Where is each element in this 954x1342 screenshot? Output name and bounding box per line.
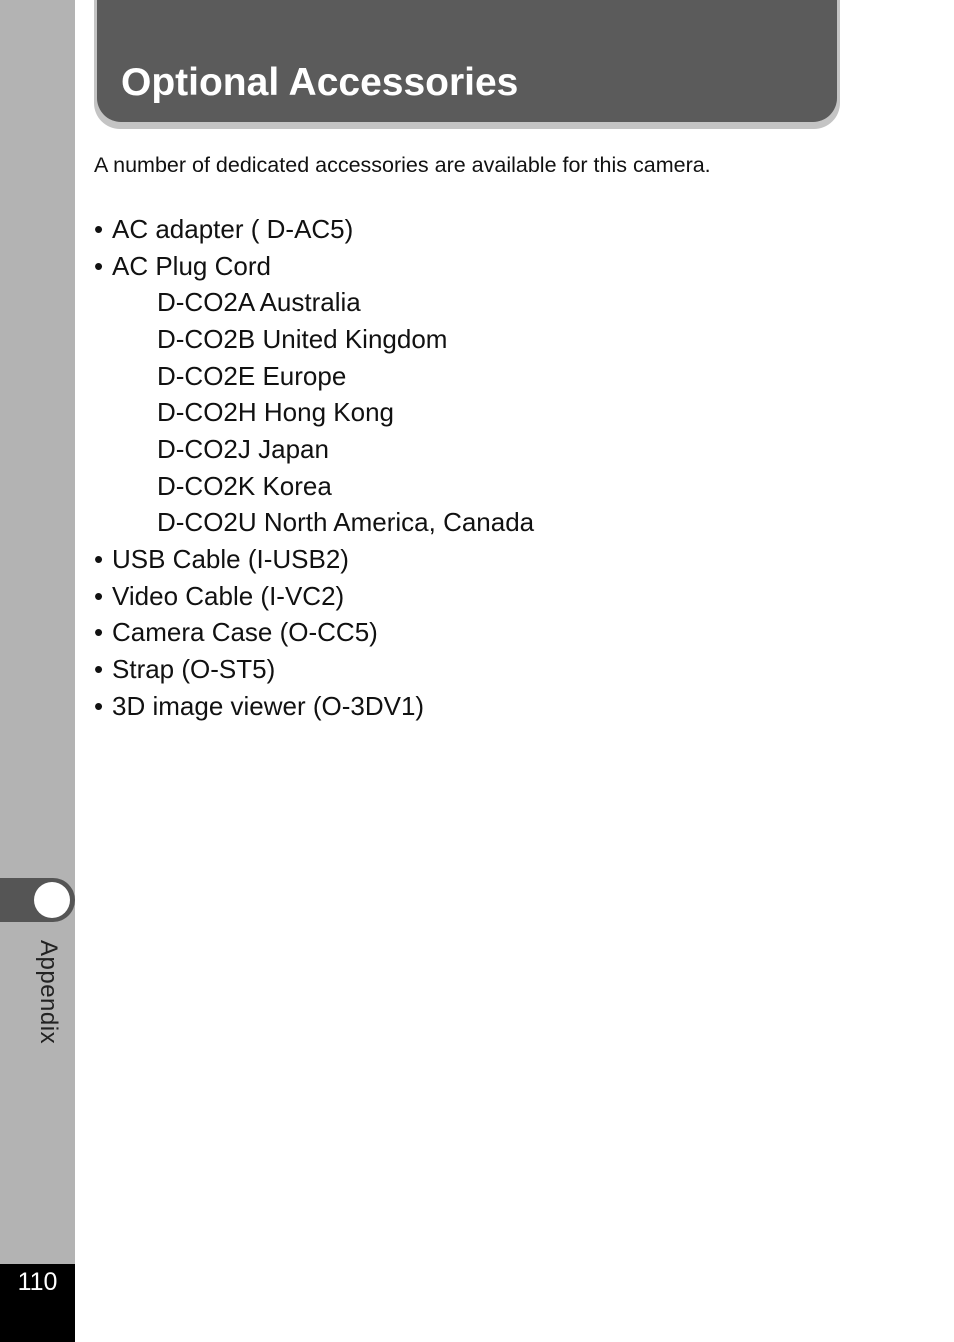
page-number: 110 <box>17 1268 58 1296</box>
list-item-label: D-CO2B United Kingdom <box>157 323 448 354</box>
list-subitem <box>94 358 534 395</box>
section-tab-circle-icon <box>34 882 70 918</box>
list-item <box>94 651 534 688</box>
list-subitem <box>94 284 534 321</box>
list-subitem <box>94 394 534 431</box>
list-item <box>94 614 534 651</box>
list-subitem <box>94 504 534 541</box>
page-title: Optional Accessories <box>121 61 519 104</box>
bullet: • <box>94 617 104 648</box>
list-item-label: D-CO2A Australia <box>157 287 361 318</box>
intro-text: A number of dedicated accessories are available for this camera. <box>94 153 711 177</box>
list-item <box>94 541 534 578</box>
list-item-label: D-CO2K Korea <box>157 470 332 501</box>
list-item-label: D-CO2J Japan <box>157 433 329 464</box>
list-subitem <box>94 321 534 358</box>
bullet: • <box>94 214 104 244</box>
side-strip <box>0 0 75 1342</box>
list-item-label: 3D image viewer (O-3DV1) <box>112 690 425 721</box>
accessory-list <box>94 211 534 724</box>
bullet: • <box>94 250 104 281</box>
list-item-label: D-CO2H Hong Kong <box>157 397 394 428</box>
list-item-label: Video Cable (I-VC2) <box>112 580 345 611</box>
list-subitem <box>94 468 534 505</box>
list-item-label: D-CO2E Europe <box>157 360 347 391</box>
list-subitem <box>94 431 534 468</box>
list-item-label: AC Plug Cord <box>112 250 271 281</box>
list-item-label: D-CO2U North America, Canada <box>157 507 535 538</box>
list-item-label: Camera Case (O-CC5) <box>112 617 378 648</box>
list-item-label: Strap (O-ST5) <box>112 653 276 684</box>
list-item-label: AC adapter ( D-AC5) <box>112 214 354 244</box>
bullet: • <box>94 653 104 684</box>
list-item <box>94 688 534 725</box>
bullet: • <box>94 580 104 611</box>
list-item <box>94 211 534 248</box>
list-item <box>94 578 534 615</box>
section-label: Appendix <box>35 940 62 1045</box>
bullet: • <box>94 690 104 721</box>
list-item <box>94 248 534 285</box>
bullet: • <box>94 543 104 574</box>
list-item-label: USB Cable (I-USB2) <box>112 543 349 574</box>
